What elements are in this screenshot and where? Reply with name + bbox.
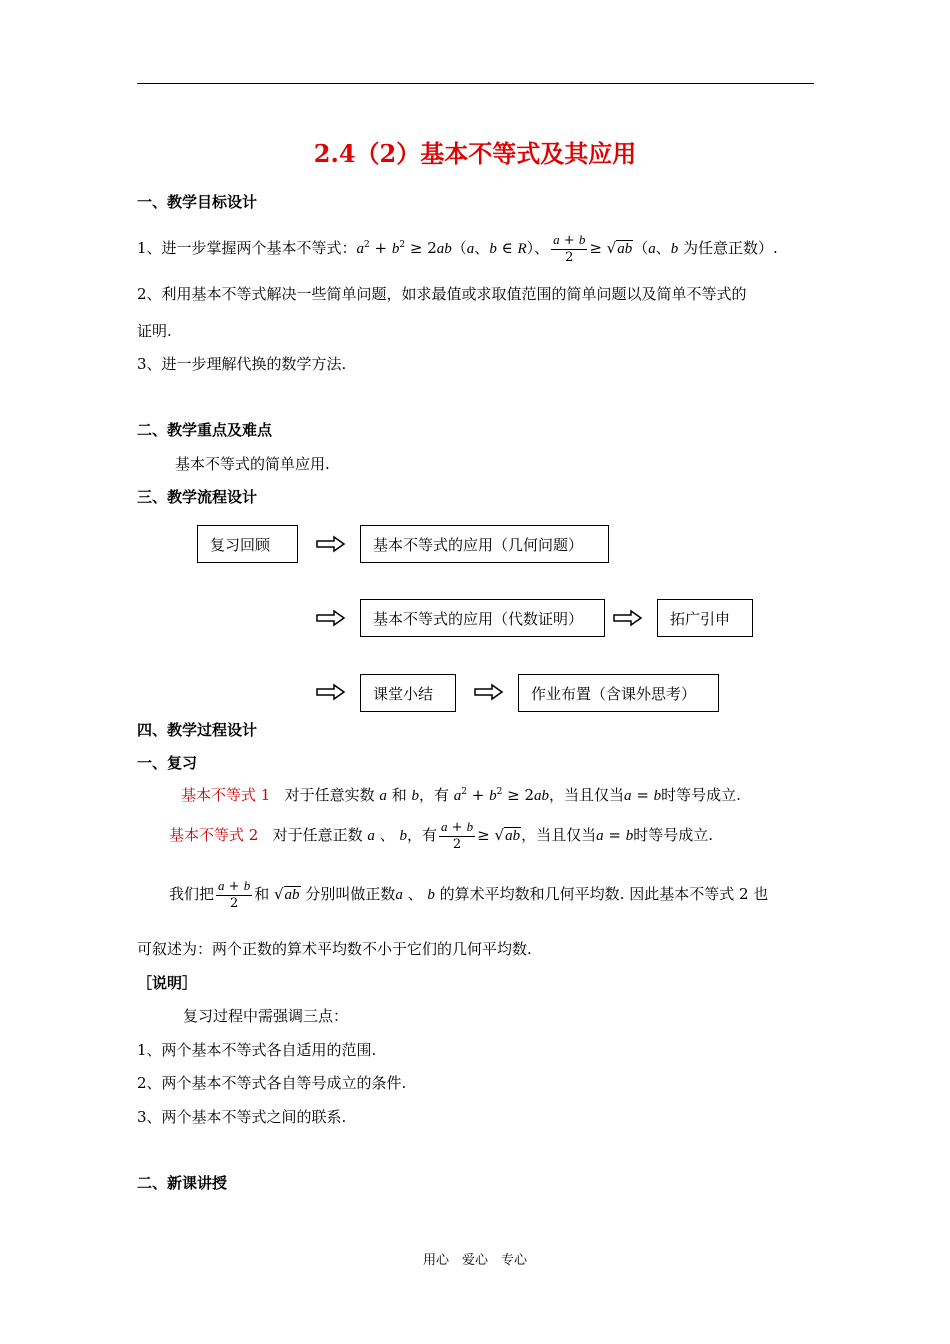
goal-1 (137, 232, 778, 266)
flow-box-review: 复习回顾 (197, 525, 298, 563)
subsection-new-lesson: 二、新课讲授 (137, 1174, 228, 1192)
goal-1-formula: $a^2 + b^2 \ge 2ab(a$、b ∈ R）、 $\frac{a + b}{2}$ ≥ √ab（a、b (356, 232, 679, 265)
mean-paragraph-c: 分别叫做正数 (305, 885, 396, 903)
inequality-2-label: 基本不等式 2 (169, 826, 259, 844)
inequality-2-iff: ，当且仅当 (521, 826, 597, 844)
mean-paragraph-a: 我们把 (169, 885, 215, 903)
note-item-2: 2、两个基本不等式各自等号成立的条件. (137, 1074, 407, 1092)
mean-paragraph-line2: 可叙述为：两个正数的算术平均数不小于它们的几何平均数. (137, 940, 532, 958)
section-heading-process: 四、教学过程设计 (137, 721, 258, 739)
mean-paragraph-d: 的算术平均数和几何平均数. 因此基本不等式 2 也 (439, 885, 769, 903)
inequality-1-label: 基本不等式 1 (181, 786, 271, 804)
flow-arrow-icon (316, 535, 346, 553)
flow-box-algebra: 基本不等式的应用（代数证明） (360, 599, 605, 637)
flow-box-homework: 作业布置（含课外思考） (518, 674, 719, 712)
note-intro: 复习过程中需强调三点： (183, 1007, 349, 1025)
goal-1-prefix: 1、进一步掌握两个基本不等式： (137, 239, 357, 257)
inequality-2-text: 对于任意正数 (272, 826, 363, 844)
section-heading-goals: 一、教学目标设计 (137, 193, 258, 211)
flow-box-geometry: 基本不等式的应用（几何问题） (360, 525, 609, 563)
flow-arrow-icon (613, 609, 643, 627)
note-item-3: 3、两个基本不等式之间的联系. (137, 1108, 347, 1126)
inequality-1-text: 对于任意实数 (284, 786, 375, 804)
flow-box-summary: 课堂小结 (360, 674, 456, 712)
page-title: 2.4（2）基本不等式及其应用 (313, 139, 637, 168)
header-rule (137, 83, 814, 84)
goal-2-line2: 证明. (137, 322, 172, 340)
inequality-1-iff: ，当且仅当 (549, 786, 625, 804)
inequality-1-and: 和 (391, 786, 407, 804)
section-heading-flow: 三、教学流程设计 (137, 488, 258, 506)
flow-arrow-icon (474, 683, 504, 701)
subsection-review: 一、复习 (137, 754, 198, 772)
flow-box-extension: 拓广引申 (657, 599, 753, 637)
goal-2-line1: 2、利用基本不等式解决一些简单问题，如求最值或求取值范围的简单问题以及简单不等式的 (137, 285, 747, 303)
flow-arrow-icon (316, 609, 346, 627)
key-point: 基本不等式的简单应用. (175, 455, 330, 473)
mean-paragraph-b: 和 (254, 885, 270, 903)
mean-paragraph-line1: 我们把 $\frac{a + b}{2}$ 和 √ab 分别叫做正数a 、 b 的算术平均数和几何平均数. 因此基本不等式 2 也 (169, 878, 769, 911)
inequality-2: 基本不等式 2 对于任意正数 a 、 b，有 $\frac{a + b}{2}$ ≥ √ab，当且仅当a = b时等号成立. (169, 819, 713, 852)
inequality-1-has: ，有 (419, 786, 450, 804)
note-item-1: 1、两个基本不等式各自适用的范围. (137, 1041, 377, 1059)
section-heading-keypoints: 二、教学重点及难点 (137, 421, 273, 439)
page-footer: 用心 爱心 专心 (422, 1253, 527, 1268)
inequality-2-has: ，有 (406, 826, 437, 844)
goal-1-suffix: 为任意正数）. (683, 239, 778, 257)
inequality-1-end: 时等号成立. (661, 786, 741, 804)
inequality-1: 基本不等式 1 对于任意实数 a 和 b，有 $a^2 + b^2 \ge 2ab$，当且仅当a = b时等号成立. (181, 786, 741, 804)
inequality-2-end: 时等号成立. (633, 826, 713, 844)
flow-arrow-icon (316, 683, 346, 701)
goal-3: 3、进一步理解代换的数学方法. (137, 355, 347, 373)
note-label: ［说明］ (137, 974, 198, 992)
